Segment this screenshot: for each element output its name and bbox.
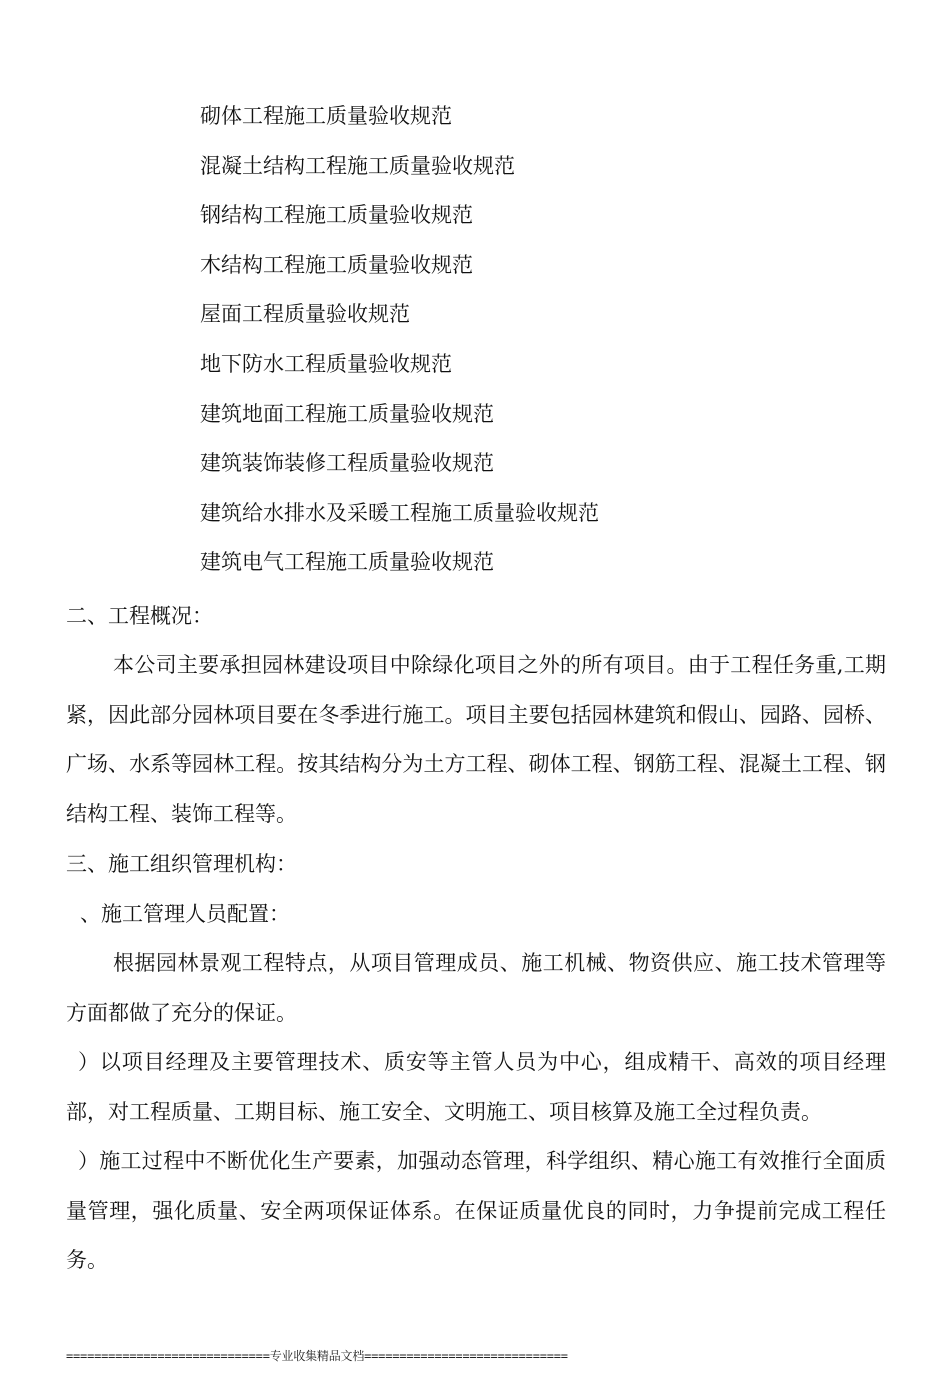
footer-banner: =============================专业收集精品文档============================= [66,1349,568,1363]
list-item: 砌体工程施工质量验收规范 [200,104,452,128]
staffing-item-1: ）以项目经理及主要管理技术、质安等主管人员为中心，组成精干、高效的项目经理部，对工程质量、工期目标、施工安全、文明施工、项目核算及施工全过程负责。 [66,1050,886,1124]
section-heading-organization: 三、施工组织管理机构： [66,852,297,876]
list-item: 钢结构工程施工质量验收规范 [200,203,473,228]
list-item: 混凝土结构工程施工质量验收规范 [200,153,515,178]
subheading-staffing: 、施工管理人员配置： [80,902,290,926]
standards-list [200,104,599,600]
staffing-paragraph: 根据园林景观工程特点，从项目管理成员、施工机械、物资供应、施工技术管理等方面都做了充分的保证。 [66,951,886,1025]
list-item: 地下防水工程质量验收规范 [200,351,452,376]
list-item: 木结构工程施工质量验收规范 [200,252,473,277]
list-item: 屋面工程质量验收规范 [200,302,410,327]
list-item: 建筑电气工程施工质量验收规范 [200,550,494,575]
section-heading-overview: 二、工程概况： [66,604,213,628]
overview-paragraph: 本公司主要承担园林建设项目中除绿化项目之外的所有项目。由于工程任务重,工期紧，因此部分园林项目要在冬季进行施工。项目主要包括园林建筑和假山、园路、园桥、广场、水系等园林工程。按其结构分为土方工程、砌体工程、钢筋工程、混凝土工程、钢结构工程、装饰工程等。 [66,653,886,826]
list-item: 建筑给水排水及采暖工程施工质量验收规范 [200,500,599,525]
list-item: 建筑装饰装修工程质量验收规范 [200,451,494,476]
list-item: 建筑地面工程施工质量验收规范 [200,401,494,426]
staffing-item-2: ）施工过程中不断优化生产要素，加强动态管理，科学组织、精心施工有效推行全面质量管理，强化质量、安全两项保证体系。在保证质量优良的同时，力争提前完成工程任务。 [66,1149,886,1272]
